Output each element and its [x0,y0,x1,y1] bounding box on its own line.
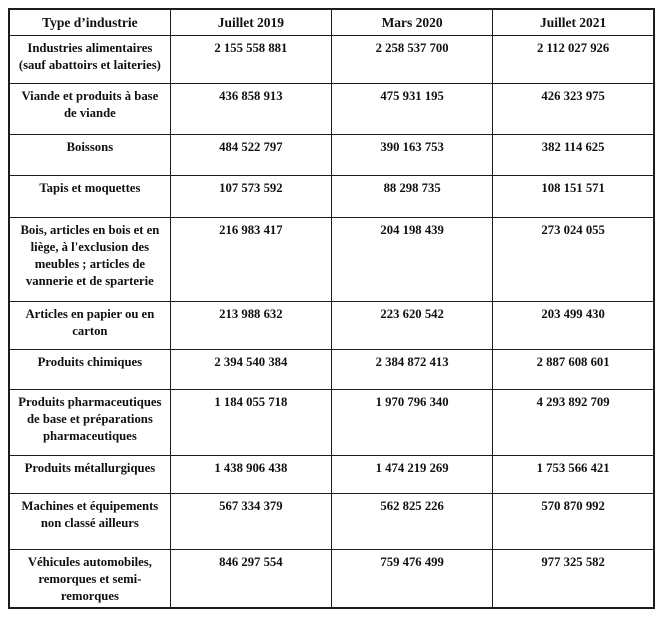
table-row [9,550,654,609]
table-row [9,176,654,218]
table-row [9,135,654,176]
header-row [9,9,654,36]
table-row [9,350,654,390]
industry-label: Industries alimentaires (sauf abattoirs et laiteries) [9,36,170,84]
column-header-juillet-2021: Juillet 2021 [493,9,654,36]
value-cell: 977 325 582 [493,550,654,609]
value-cell: 436 858 913 [170,84,331,135]
value-cell: 2 258 537 700 [332,36,493,84]
value-cell: 2 887 608 601 [493,350,654,390]
value-cell: 2 384 872 413 [332,350,493,390]
value-cell: 390 163 753 [332,135,493,176]
value-cell: 88 298 735 [332,176,493,218]
value-cell: 213 988 632 [170,302,331,350]
table-row [9,494,654,550]
industry-label: Produits chimiques [9,350,170,390]
value-cell: 846 297 554 [170,550,331,609]
table-row [9,390,654,456]
table-row [9,218,654,302]
value-cell: 2 112 027 926 [493,36,654,84]
value-cell: 107 573 592 [170,176,331,218]
value-cell: 223 620 542 [332,302,493,350]
value-cell: 759 476 499 [332,550,493,609]
value-cell: 204 198 439 [332,218,493,302]
industry-label: Bois, articles en bois et en liège, à l'exclusion des meubles ; articles de vannerie et de sparterie [9,218,170,302]
industry-label: Articles en papier ou en carton [9,302,170,350]
industry-label: Véhicules automobiles, remorques et semi-remorques [9,550,170,609]
industry-label: Produits métallurgiques [9,456,170,494]
industry-label: Tapis et moquettes [9,176,170,218]
value-cell: 570 870 992 [493,494,654,550]
column-header-industry: Type d’industrie [9,9,170,36]
value-cell: 426 323 975 [493,84,654,135]
value-cell: 4 293 892 709 [493,390,654,456]
value-cell: 1 438 906 438 [170,456,331,494]
value-cell: 475 931 195 [332,84,493,135]
value-cell: 1 184 055 718 [170,390,331,456]
value-cell: 2 155 558 881 [170,36,331,84]
value-cell: 484 522 797 [170,135,331,176]
value-cell: 1 474 219 269 [332,456,493,494]
industry-label: Produits pharmaceutiques de base et préparations pharmaceutiques [9,390,170,456]
value-cell: 1 970 796 340 [332,390,493,456]
table-row [9,456,654,494]
value-cell: 567 334 379 [170,494,331,550]
value-cell: 273 024 055 [493,218,654,302]
column-header-mars-2020: Mars 2020 [332,9,493,36]
industry-label: Boissons [9,135,170,176]
table-row [9,302,654,350]
column-header-juillet-2019: Juillet 2019 [170,9,331,36]
table-row [9,36,654,84]
value-cell: 562 825 226 [332,494,493,550]
value-cell: 2 394 540 384 [170,350,331,390]
value-cell: 1 753 566 421 [493,456,654,494]
value-cell: 203 499 430 [493,302,654,350]
industry-label: Viande et produits à base de viande [9,84,170,135]
value-cell: 108 151 571 [493,176,654,218]
industry-label: Machines et équipements non classé ailleurs [9,494,170,550]
value-cell: 216 983 417 [170,218,331,302]
table-row [9,84,654,135]
value-cell: 382 114 625 [493,135,654,176]
industry-data-table [8,8,655,609]
industry-data-table-container [8,8,655,609]
